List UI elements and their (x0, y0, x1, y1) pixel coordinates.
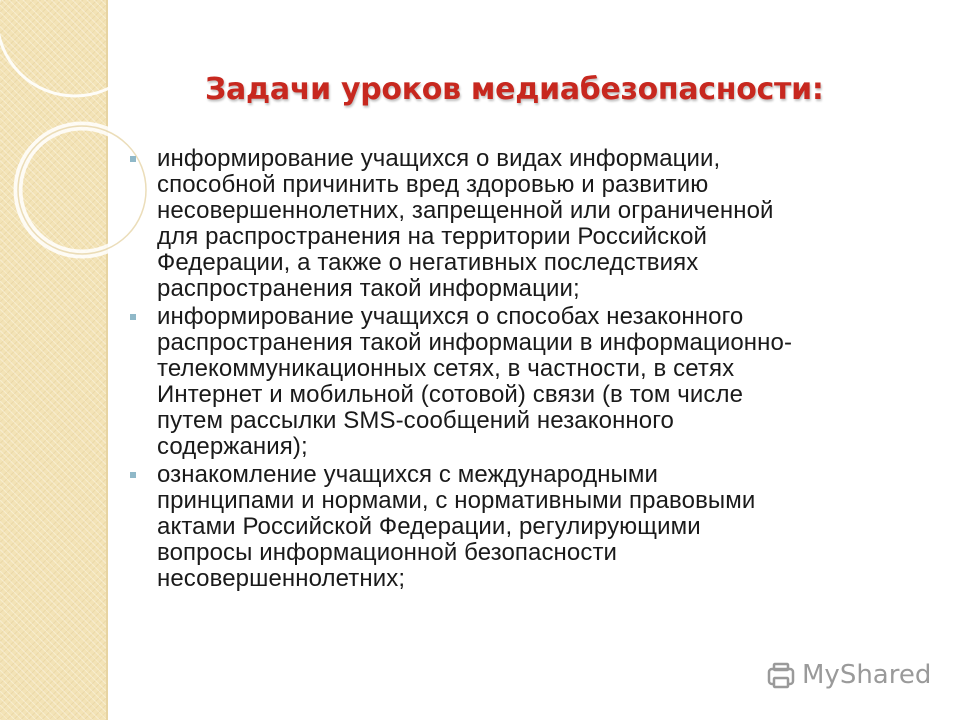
watermark-text: MyShared (802, 660, 932, 690)
list-item-text: ознакомление учащихся с международными принципами и нормами, с нормативными правовыми актами Российской Федерации, регулирующими вопросы информационной безопасности несовершеннолетних; (157, 461, 756, 592)
slide-title-colon: : (811, 72, 824, 107)
list-item (130, 462, 930, 592)
decorative-side-band (0, 0, 108, 720)
bullet-list (130, 146, 930, 594)
list-item (130, 304, 930, 460)
list-item-text: информирование учащихся о видах информации, способной причинить вред здоровью и развитию несовершеннолетних, запрещенной или ограниченной для распространения на территории Российской Федерации, а также о негативных последствиях распространения такой информации; (157, 145, 774, 302)
slide-title-text: Задачи уроков медиабезопасности (205, 72, 812, 107)
myshared-logo-icon (766, 660, 796, 690)
square-bullet-icon (130, 156, 136, 162)
list-item (130, 146, 930, 302)
list-item-text: информирование учащихся о способах незаконного распространения такой информации в информационно- телекоммуникационных сетях, в частности, в сетях Интернет и мобильной (сотовой) связи (в том числе путем рассылки SMS-сообщений незаконного содержания); (157, 303, 793, 460)
square-bullet-icon (130, 472, 136, 478)
watermark (766, 660, 931, 690)
slide-title (205, 72, 824, 107)
square-bullet-icon (130, 314, 136, 320)
